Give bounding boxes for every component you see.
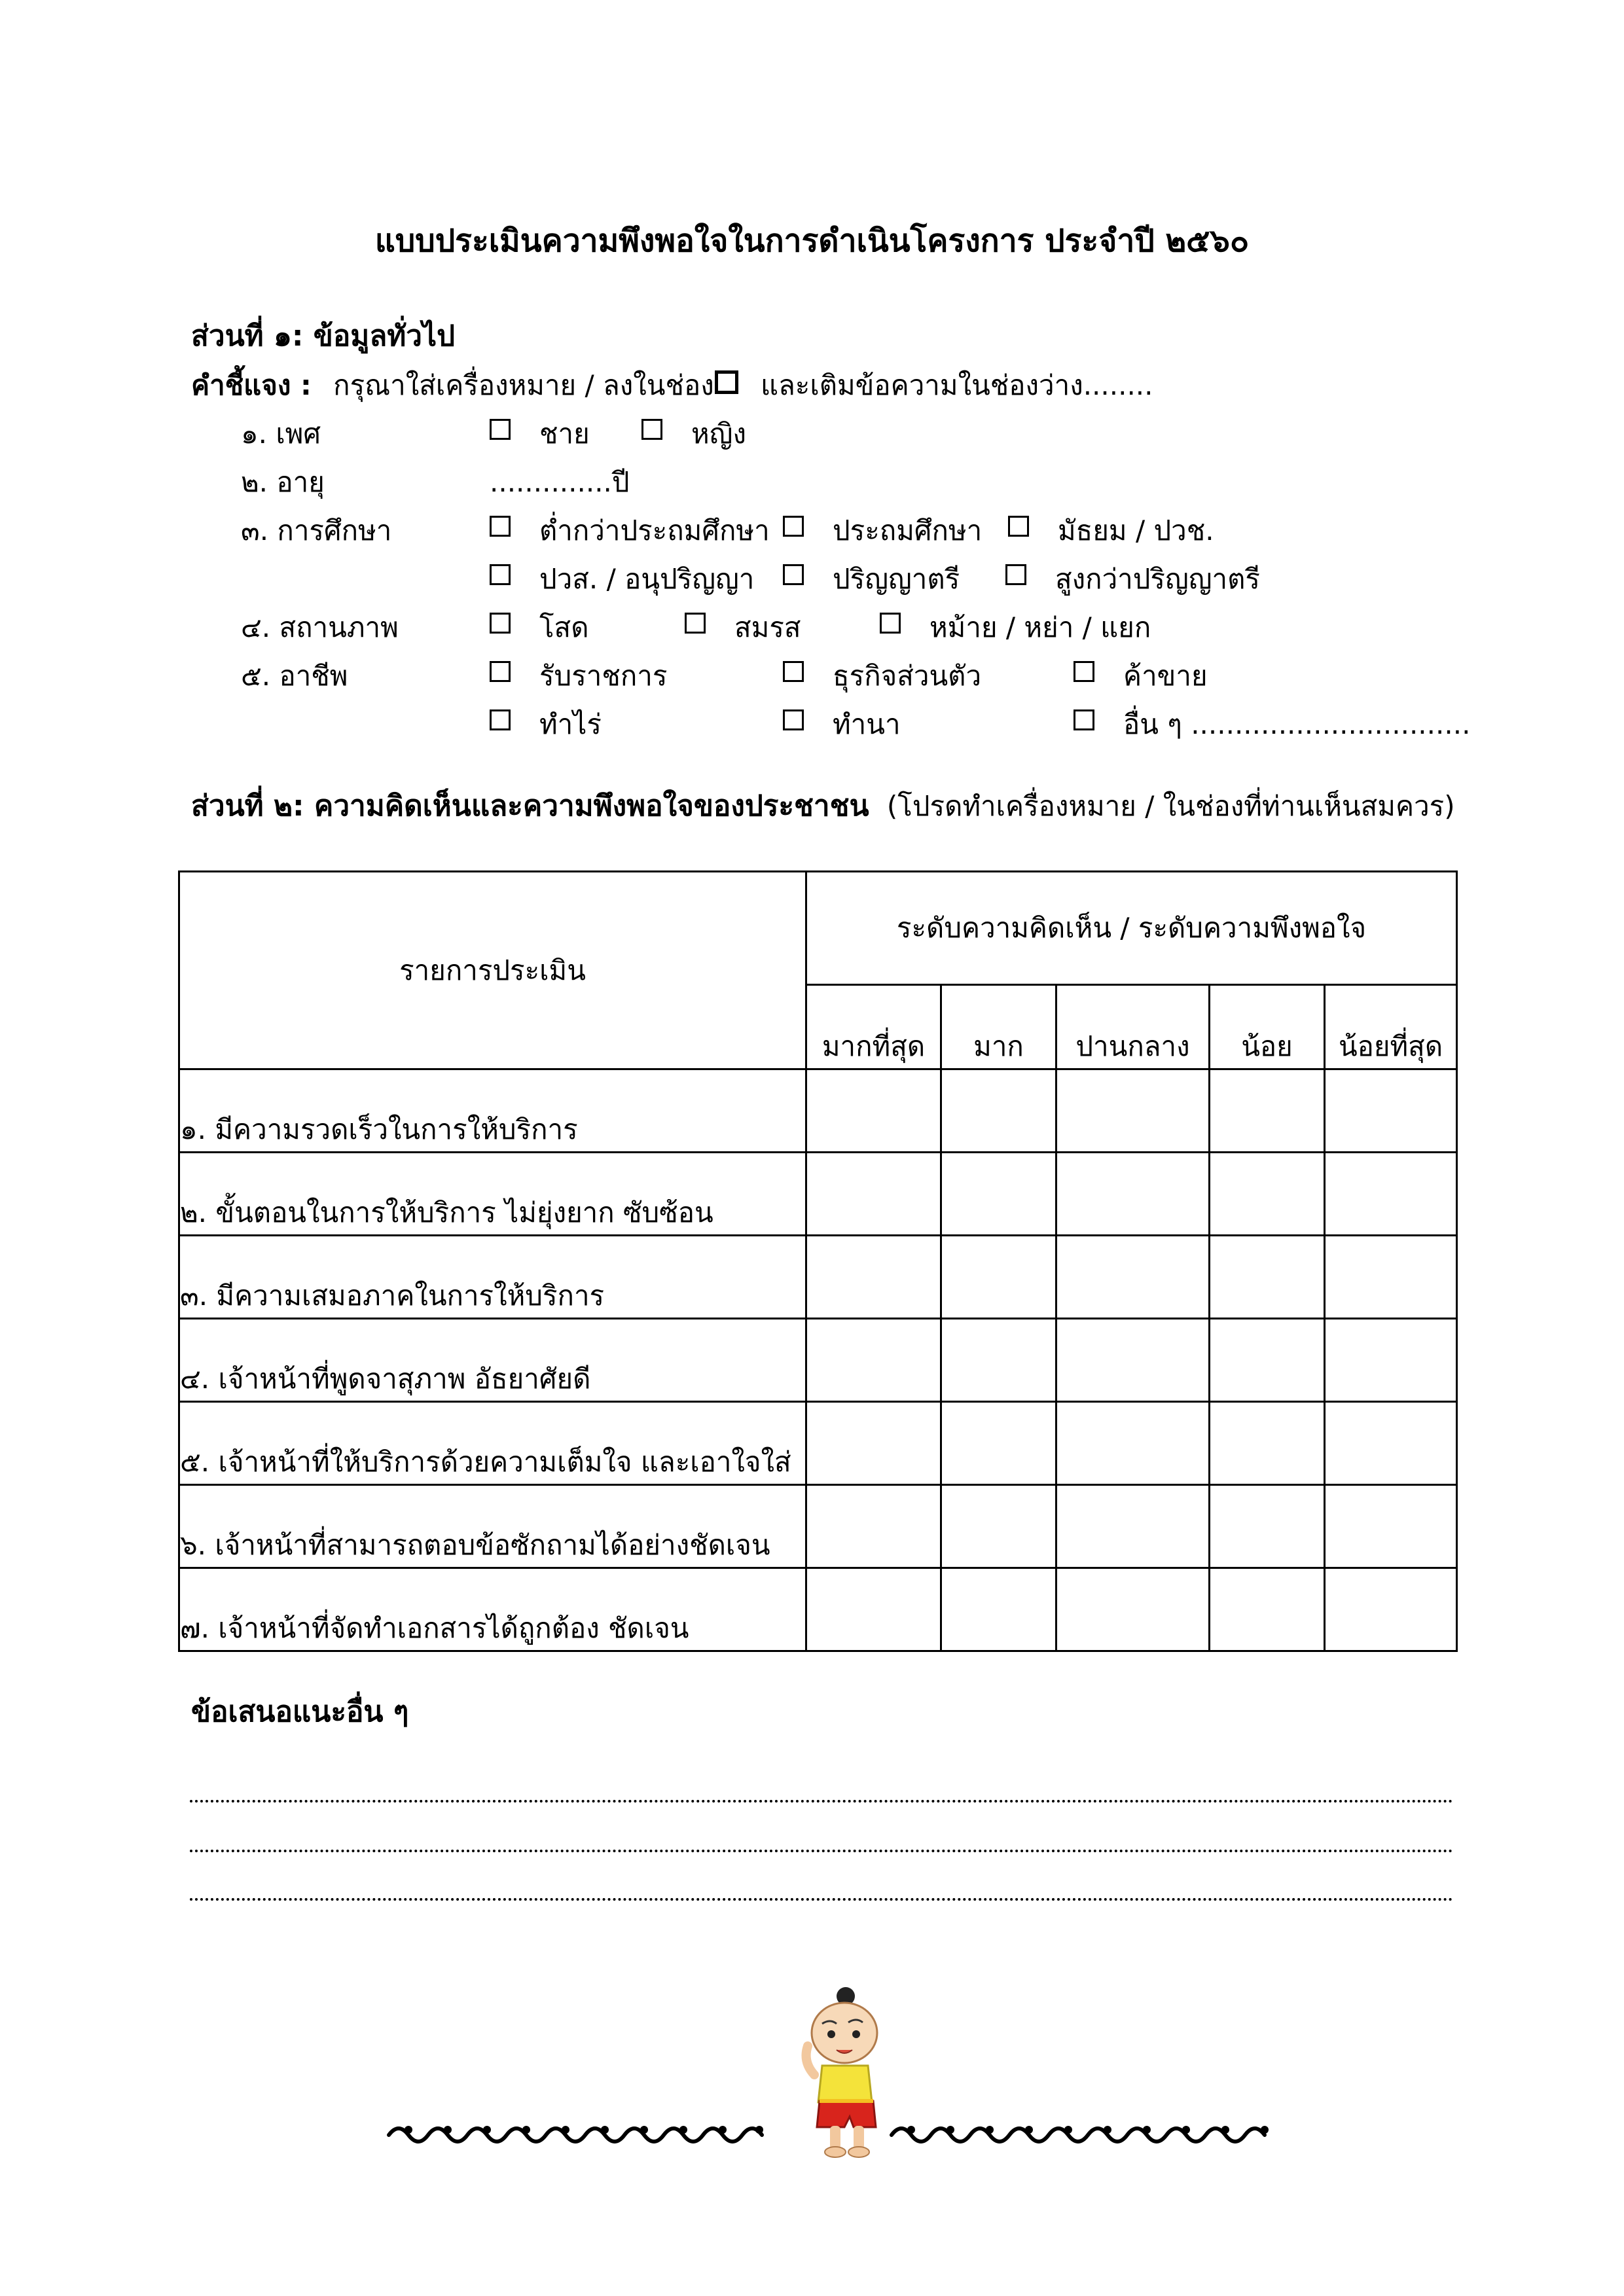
rating-cell[interactable] [1325,1485,1457,1568]
instruction-tail: และเติมข้อความในช่องว่าง........ [761,369,1153,401]
rating-cell[interactable] [941,1485,1056,1568]
rating-cell[interactable] [941,1236,1056,1319]
rating-cell[interactable] [1210,1153,1325,1236]
rating-cell[interactable] [1210,1069,1325,1153]
part1-heading: ส่วนที่ ๑: ข้อมูลทั่วไป [191,319,456,353]
level-header-much: มาก [941,985,1056,1069]
suggestion-line[interactable] [190,1898,1453,1901]
instruction-text: กรุณาใส่เครื่องหมาย / ลงในช่อง [333,369,714,401]
item-label: ๗. เจ้าหน้าที่จัดทำเอกสารได้ถูกต้อง ชัดเจน [179,1568,806,1651]
checkbox[interactable] [783,661,804,682]
rating-cell[interactable] [1210,1568,1325,1651]
rating-cell[interactable] [806,1402,941,1485]
level-header-moderate: ปานกลาง [1056,985,1210,1069]
rating-cell[interactable] [1325,1153,1457,1236]
item-label: ๔. เจ้าหน้าที่พูดจาสุภาพ อัธยาศัยดี [179,1319,806,1402]
rating-cell[interactable] [1210,1402,1325,1485]
page-title: แบบประเมินความพึงพอใจในการดำเนินโครงการ ประจำปี ๒๕๖๐ [374,223,1250,259]
checkbox[interactable] [880,613,901,634]
rating-cell[interactable] [1056,1069,1210,1153]
q2-label: ๒. อายุ [241,466,325,498]
checkbox[interactable] [1074,661,1094,682]
thai-ornament-border-icon [382,2119,772,2145]
rating-cell[interactable] [1325,1402,1457,1485]
evaluation-table [178,870,1458,1652]
level-header-least: น้อยที่สุด [1325,985,1457,1069]
rating-cell[interactable] [1056,1485,1210,1568]
checkbox[interactable] [490,564,511,585]
suggestions-heading: ข้อเสนอแนะอื่น ๆ [191,1695,409,1729]
checkbox[interactable] [490,419,511,440]
part2-heading-row [191,783,1455,829]
table-row [179,1402,1457,1485]
rating-cell[interactable] [1325,1568,1457,1651]
rating-cell[interactable] [1210,1485,1325,1568]
part2-note: (โปรดทำเครื่องหมาย / ในช่องที่ท่านเห็นสมควร) [886,790,1455,822]
table-row [179,1485,1457,1568]
item-label: ๓. มีความเสมอภาคในการให้บริการ [179,1236,806,1319]
table-row [179,1069,1457,1153]
rating-cell[interactable] [941,1069,1056,1153]
item-label: ๒. ขั้นตอนในการให้บริการ ไม่ยุ่งยาก ซับซ้อน [179,1153,806,1236]
checkbox[interactable] [1074,709,1094,730]
rating-cell[interactable] [1325,1069,1457,1153]
rating-cell[interactable] [1056,1319,1210,1402]
suggestion-line[interactable] [190,1850,1453,1852]
q1-label: ๑. เพศ [241,418,321,450]
level-header-most: มากที่สุด [806,985,941,1069]
rating-cell[interactable] [941,1568,1056,1651]
checkbox[interactable] [783,564,804,585]
rating-cell[interactable] [941,1319,1056,1402]
checkbox[interactable] [783,709,804,730]
level-header: ระดับความคิดเห็น / ระดับความพึงพอใจ [806,872,1457,985]
checkbox[interactable] [490,661,511,682]
checkbox[interactable] [1008,516,1029,537]
rating-cell[interactable] [806,1236,941,1319]
rating-cell[interactable] [806,1319,941,1402]
sample-checkbox-icon [715,370,738,394]
instruction-row [191,364,714,407]
rating-cell[interactable] [1325,1236,1457,1319]
rating-cell[interactable] [806,1568,941,1651]
table-row [179,1319,1457,1402]
rating-cell[interactable] [1056,1402,1210,1485]
age-field[interactable]: ..............ปี [490,466,630,498]
item-header: รายการประเมิน [179,872,806,1069]
rating-cell[interactable] [1210,1319,1325,1402]
instruction-label: คำชี้แจง : [191,369,312,401]
rating-cell[interactable] [1325,1319,1457,1402]
checkbox[interactable] [685,613,706,634]
rating-cell[interactable] [941,1402,1056,1485]
rating-cell[interactable] [1056,1153,1210,1236]
table-row [179,1568,1457,1651]
checkbox[interactable] [490,613,511,634]
rating-cell[interactable] [941,1153,1056,1236]
rating-cell[interactable] [806,1153,941,1236]
checkbox[interactable] [490,709,511,730]
table-row [179,1236,1457,1319]
thai-child-mascot-icon [783,1984,894,2161]
level-header-little: น้อย [1210,985,1325,1069]
item-label: ๖. เจ้าหน้าที่สามารถตอบข้อซักถามได้อย่างชัดเจน [179,1485,806,1568]
checkbox[interactable] [641,419,662,440]
rating-cell[interactable] [806,1069,941,1153]
suggestion-line[interactable] [190,1800,1453,1803]
checkbox[interactable] [490,516,511,537]
rating-cell[interactable] [1210,1236,1325,1319]
q3-label: ๓. การศึกษา [241,514,392,547]
rating-cell[interactable] [806,1485,941,1568]
q4-label: ๔. สถานภาพ [241,611,399,643]
table-row [179,1153,1457,1236]
checkbox[interactable] [783,516,804,537]
rating-cell[interactable] [1056,1236,1210,1319]
q5-label: ๕. อาชีพ [241,660,348,692]
thai-ornament-border-icon [885,2119,1278,2145]
item-label: ๑. มีความรวดเร็วในการให้บริการ [179,1069,806,1153]
item-label: ๕. เจ้าหน้าที่ให้บริการด้วยความเต็มใจ และเอาใจใส่ [179,1402,806,1485]
rating-cell[interactable] [1056,1568,1210,1651]
part2-heading: ส่วนที่ ๒: ความคิดเห็นและความพึงพอใจของประชาชน [191,789,869,823]
checkbox[interactable] [1005,564,1026,585]
